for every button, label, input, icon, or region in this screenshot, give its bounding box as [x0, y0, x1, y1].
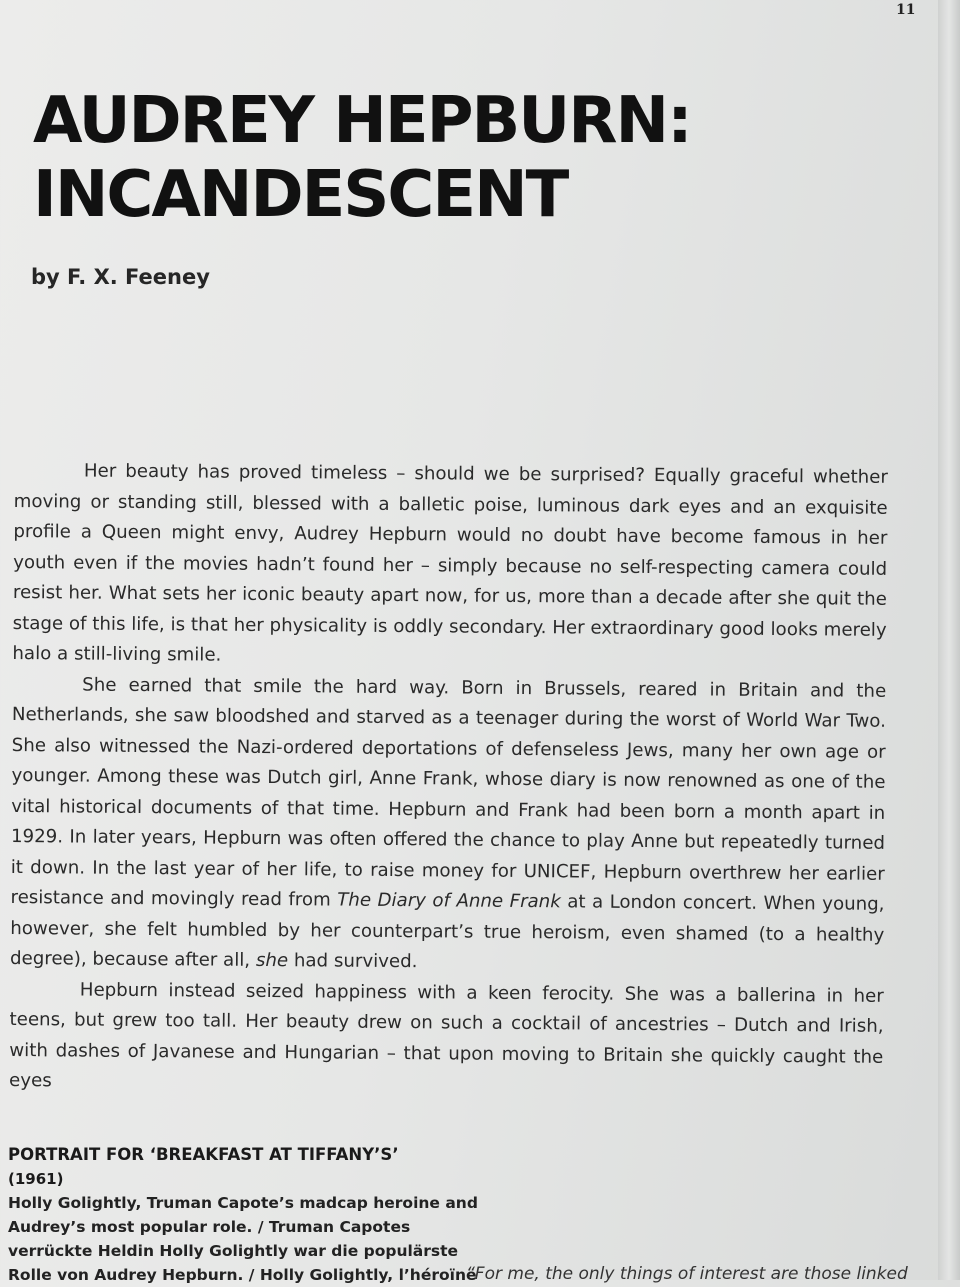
caption-text — [8, 1191, 478, 1287]
emphasis-she: she — [255, 949, 289, 972]
paragraph-2-text-b: at a London concert. When young, however, she felt humbled by her counterpart’s true heroism, even shamed (to a healthy degree), because after all, — [9, 891, 885, 971]
title-line-2: INCANDESCENT — [33, 158, 568, 232]
page-edge — [938, 0, 960, 1280]
paragraph-1: Her beauty has proved timeless – should we be surprised? Equally graceful whether moving or standing still, blessed with a balletic poise, luminous dark eyes and an exquisite profile a Queen might envy, Audrey Hepburn would no doubt have become famous in her youth even if the movies hadn’t found her – simply because no self-respecting camera could resist her. What sets her iconic beauty apart now, for us, more than a decade after she quit the stage of this life, is that her physicality is oddly secondary. Her extraordinary good looks merely halo a still-living smile. — [12, 460, 888, 666]
caption-line: Rolle von Audrey Hepburn. / Holly Golightly, l’héroïne — [8, 1266, 477, 1284]
paragraph-2-text-c: had survived. — [288, 950, 418, 973]
article-body — [9, 456, 888, 1103]
title-line-1: AUDREY HEPBURN: — [33, 84, 691, 158]
caption-line: Holly Golightly, Truman Capote’s madcap heroine and — [8, 1194, 478, 1212]
book-title: The Diary of Anne Frank — [337, 889, 561, 913]
pull-quote: “For me, the only things of interest are those linked — [466, 1264, 908, 1284]
page-number: 11 — [896, 2, 916, 18]
photo-caption — [8, 1143, 478, 1287]
paragraph-2 — [10, 669, 886, 981]
article-title — [33, 84, 691, 232]
byline: by F. X. Feeney — [31, 265, 210, 289]
caption-line: Audrey’s most popular role. / Truman Capotes — [8, 1218, 411, 1236]
caption-heading: PORTRAIT FOR ‘BREAKFAST AT TIFFANY’S’ — [8, 1145, 399, 1164]
caption-year: (1961) — [8, 1170, 64, 1188]
paragraph-2-text-a: She earned that smile the hard way. Born in Brussels, reared in Britain and the Netherlands, she saw bloodshed and starved as a teenager during the worst of World War Two. She also witnessed the Nazi-ordered deportations of defenseless Jews, many her own age or younger. Among these was Dutch girl, Anne Frank, whose diary is now renowned as one of the vital historical documents of that time. Hepburn and Frank had been born a month apart in 1929. In later years, Hepburn was often offered the chance to play Anne but repeatedly turned it down. In the last year of her life, to raise money for UNICEF, Hepburn overthrew her earlier resistance and movingly read from — [10, 674, 887, 911]
paragraph-3: Hepburn instead seized happiness with a keen ferocity. She was a ballerina in her teens, but grew too tall. Her beauty drew on such a cocktail of ancestries – Dutch and Irish, with dashes of Javanese and Hungarian – that upon moving to Britain she quickly caught the eyes — [9, 979, 884, 1092]
caption-line: verrückte Heldin Holly Golightly war die populärste — [8, 1242, 459, 1260]
